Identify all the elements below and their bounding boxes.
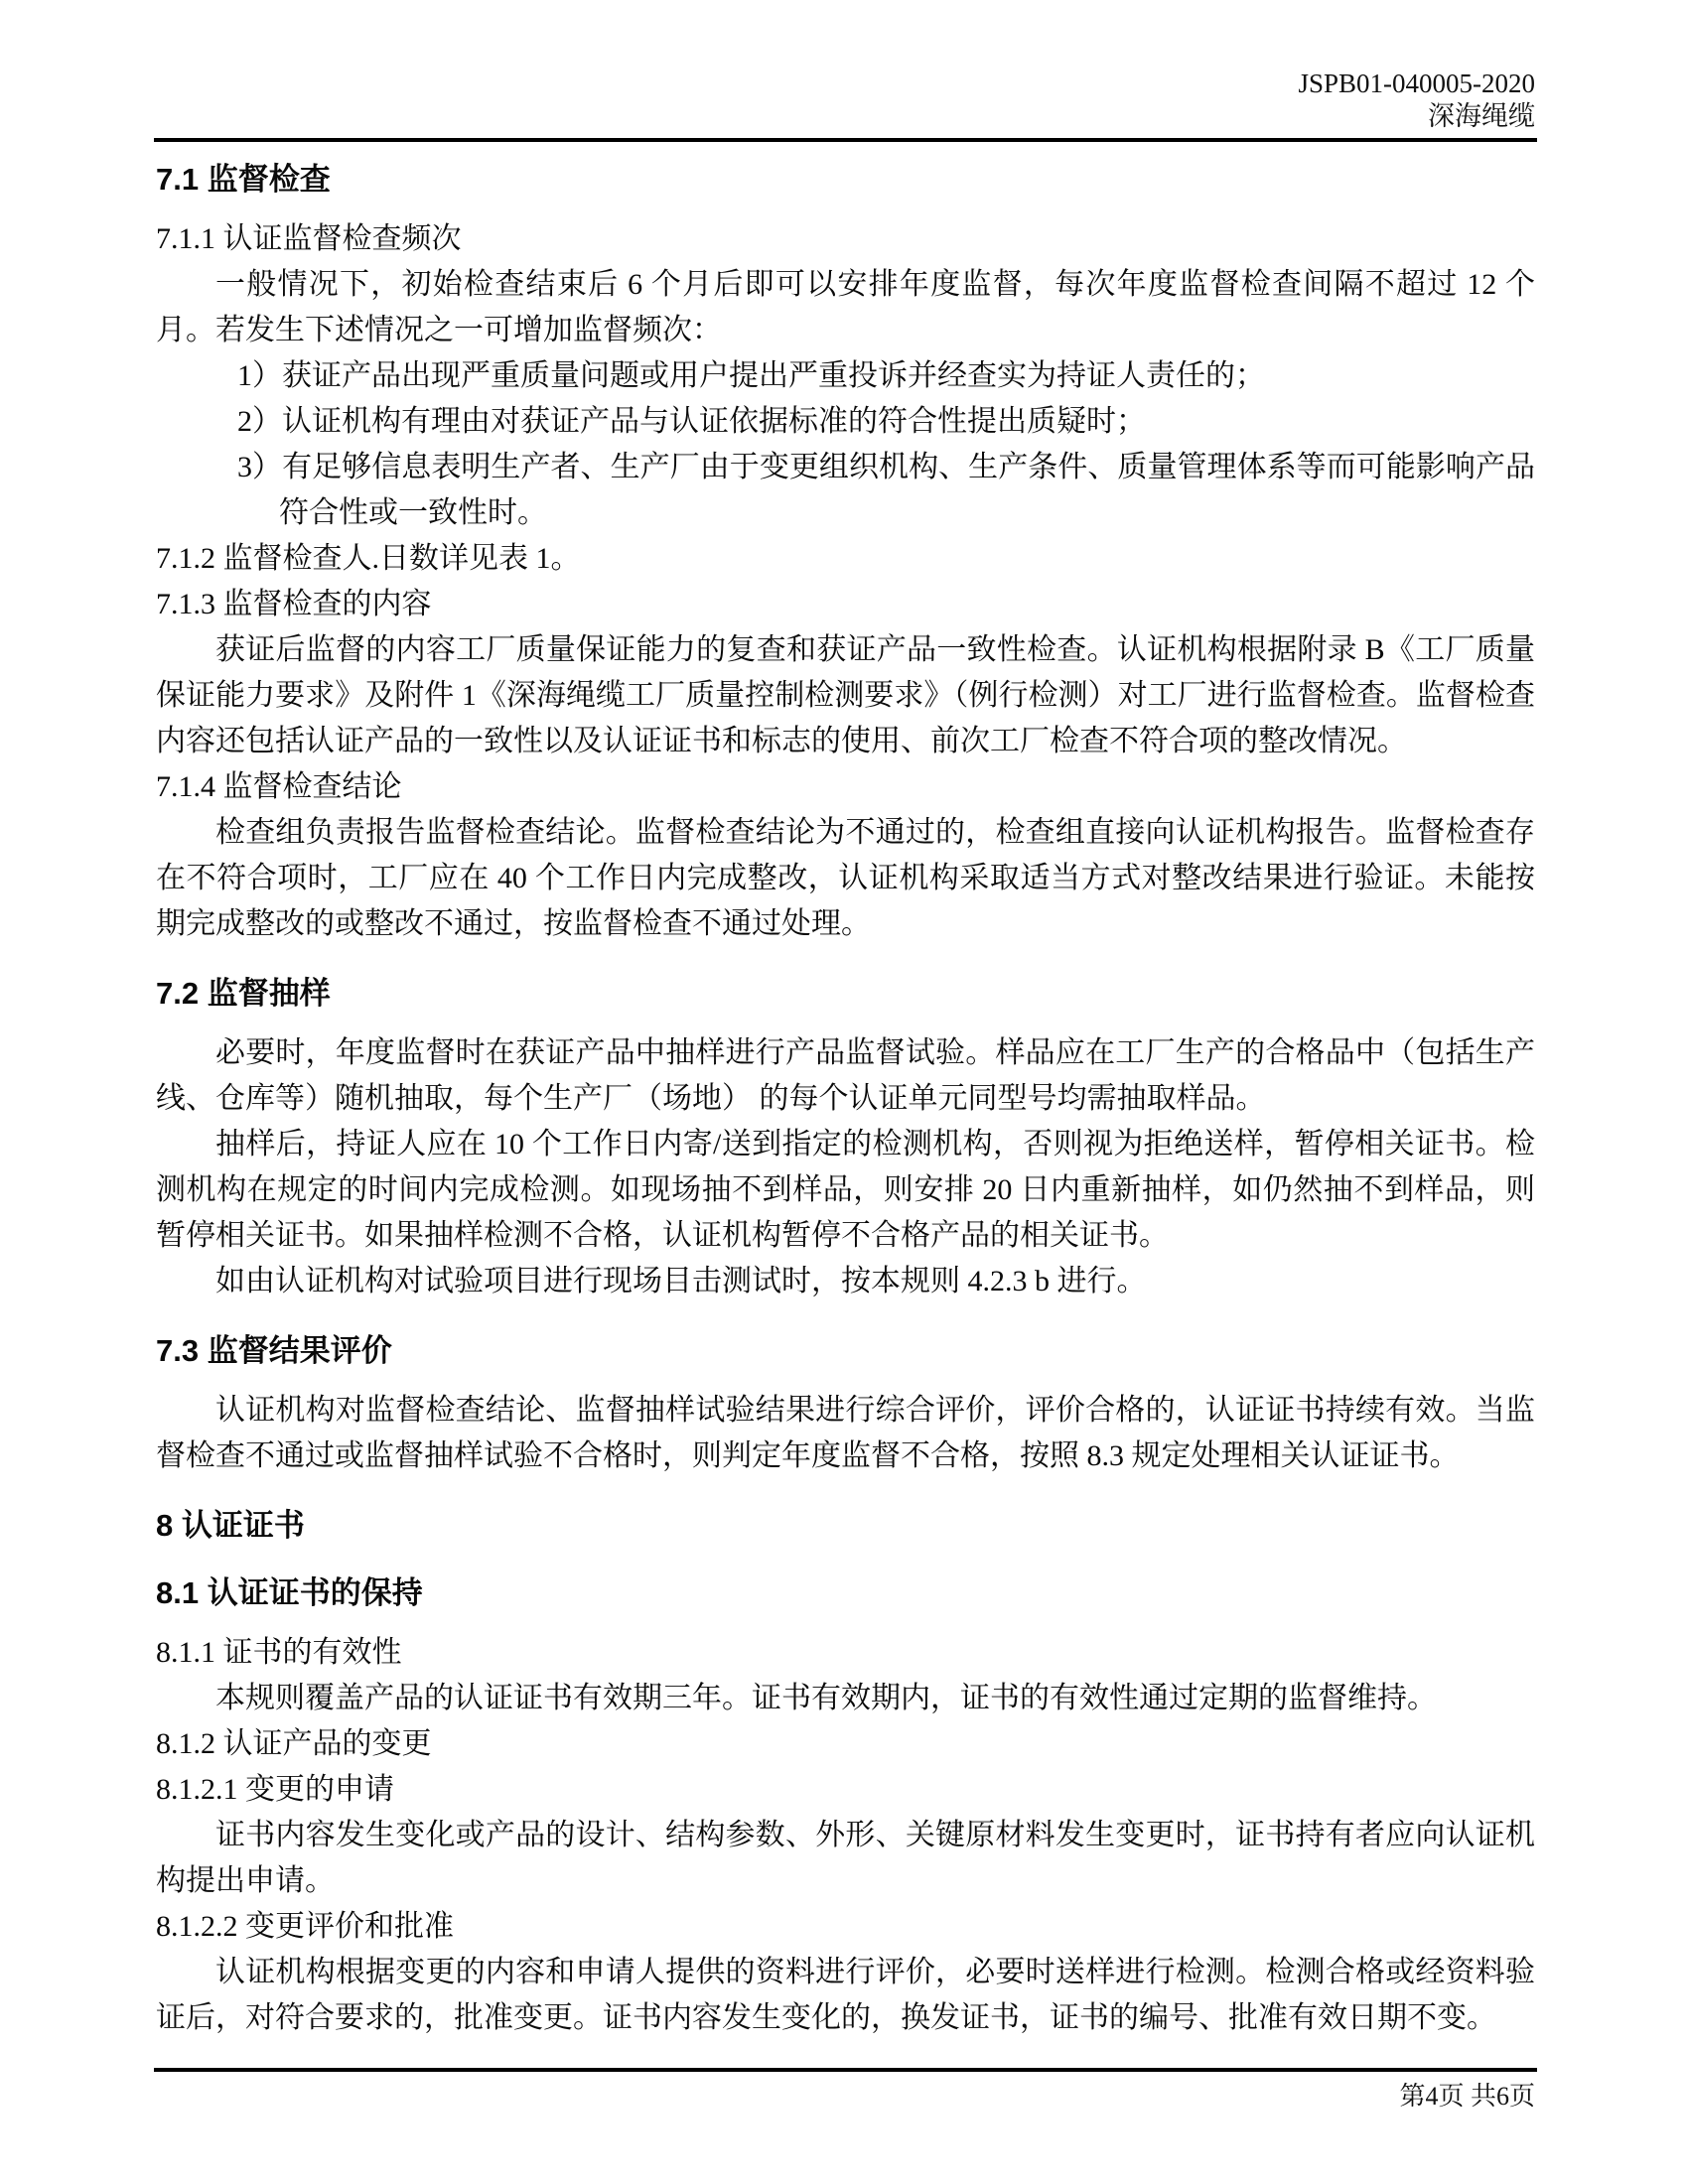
subsection-7-1-3: 7.1.3 监督检查的内容: [156, 588, 432, 620]
paragraph: 证书内容发生变化或产品的设计、结构参数、外形、关键原材料发生变更时，证书持有者应向认证机构提出申请。: [156, 1819, 1535, 1897]
list-item-1: 1）获证产品出现严重质量问题或用户提出严重投诉并经查实为持证人责任的；: [237, 359, 1265, 392]
paragraph: 本规则覆盖产品的认证证书有效期三年。证书有效期内，证书的有效性通过定期的监督维持。: [215, 1682, 1437, 1714]
page-header: [156, 68, 1535, 133]
paragraph: 认证机构根据变更的内容和申请人提供的资料进行评价，必要时送样进行检测。检测合格或经资料验证后，对符合要求的，批准变更。证书内容发生变化的，换发证书，证书的编号、批准有效日期不变。: [156, 1956, 1535, 2034]
paragraph: 如由认证机构对试验项目进行现场目击测试时，按本规则 4.2.3 b 进行。: [215, 1265, 1147, 1297]
paragraph: 认证机构对监督检查结论、监督抽样试验结果进行综合评价，评价合格的，认证证书持续有效。当监督检查不通过或监督抽样试验不合格时，则判定年度监督不合格，按照 8.3 规定处理相关认证证书。: [156, 1394, 1535, 1472]
paragraph: 抽样后，持证人应在 10 个工作日内寄/送到指定的检测机构，否则视为拒绝送样，暂停相关证书。检测机构在规定的时间内完成检测。如现场抽不到样品，则安排 20 日内重新抽样，如仍然抽不到样品，则暂停相关证书。如果抽样检测不合格，认证机构暂停不合格产品的相关证书。: [156, 1128, 1535, 1252]
header-rule: [154, 138, 1537, 142]
document-body: [156, 159, 1535, 2041]
page-number: 第4页 共6页: [1399, 2082, 1535, 2111]
subsection-8-1-1: 8.1.1 证书的有效性: [156, 1636, 402, 1669]
doc-name: 深海绳缆: [1428, 101, 1535, 131]
paragraph: 检查组负责报告监督检查结论。监督检查结论为不通过的，检查组直接向认证机构报告。监督检查存在不符合项时，工厂应在 40 个工作日内完成整改，认证机构采取适当方式对整改结果进行验证。未能按期完成整改的或整改不通过，按监督检查不通过处理。: [156, 816, 1535, 940]
subsection-7-1-1: 7.1.1 认证监督检查频次: [156, 222, 462, 255]
paragraph: 获证后监督的内容工厂质量保证能力的复查和获证产品一致性检查。认证机构根据附录 B《工厂质量保证能力要求》及附件 1《深海绳缆工厂质量控制检测要求》（例行检测）对工厂进行监督检查。监督检查内容还包括认证产品的一致性以及认证证书和标志的使用、前次工厂检查不符合项的整改情况。: [156, 633, 1535, 757]
paragraph: 必要时，年度监督时在获证产品中抽样进行产品监督试验。样品应在工厂生产的合格品中（包括生产线、仓库等）随机抽取，每个生产厂（场地） 的每个认证单元同型号均需抽取样品。: [156, 1036, 1535, 1115]
subsection-8-1-2-2: 8.1.2.2 变更评价和批准: [156, 1910, 454, 1943]
paragraph: 一般情况下，初始检查结束后 6 个月后即可以安排年度监督，每次年度监督检查间隔不超过 12 个月。若发生下述情况之一可增加监督频次：: [156, 268, 1535, 346]
chapter-heading-8: 8 认证证书: [156, 1508, 305, 1543]
subsection-8-1-2-1: 8.1.2.1 变更的申请: [156, 1773, 394, 1806]
section-heading-7-2: 7.2 监督抽样: [156, 976, 331, 1011]
section-heading-8-1: 8.1 认证证书的保持: [156, 1575, 423, 1610]
list-item-2: 2）认证机构有理由对获证产品与认证依据标准的符合性提出质疑时；: [237, 405, 1146, 438]
subsection-7-1-2: 7.1.2 监督检查人.日数详见表 1。: [156, 542, 581, 575]
footer-rule: [154, 2068, 1537, 2072]
subsection-7-1-4: 7.1.4 监督检查结论: [156, 770, 402, 803]
list-item-3: 3）有足够信息表明生产者、生产厂由于变更组织机构、生产条件、质量管理体系等而可能影响产品符合性或一致性时。: [237, 451, 1535, 529]
doc-number: JSPB01-040005-2020: [1298, 68, 1535, 98]
section-heading-7-1: 7.1 监督检查: [156, 162, 331, 197]
subsection-8-1-2: 8.1.2 认证产品的变更: [156, 1727, 432, 1760]
section-heading-7-3: 7.3 监督结果评价: [156, 1333, 392, 1368]
